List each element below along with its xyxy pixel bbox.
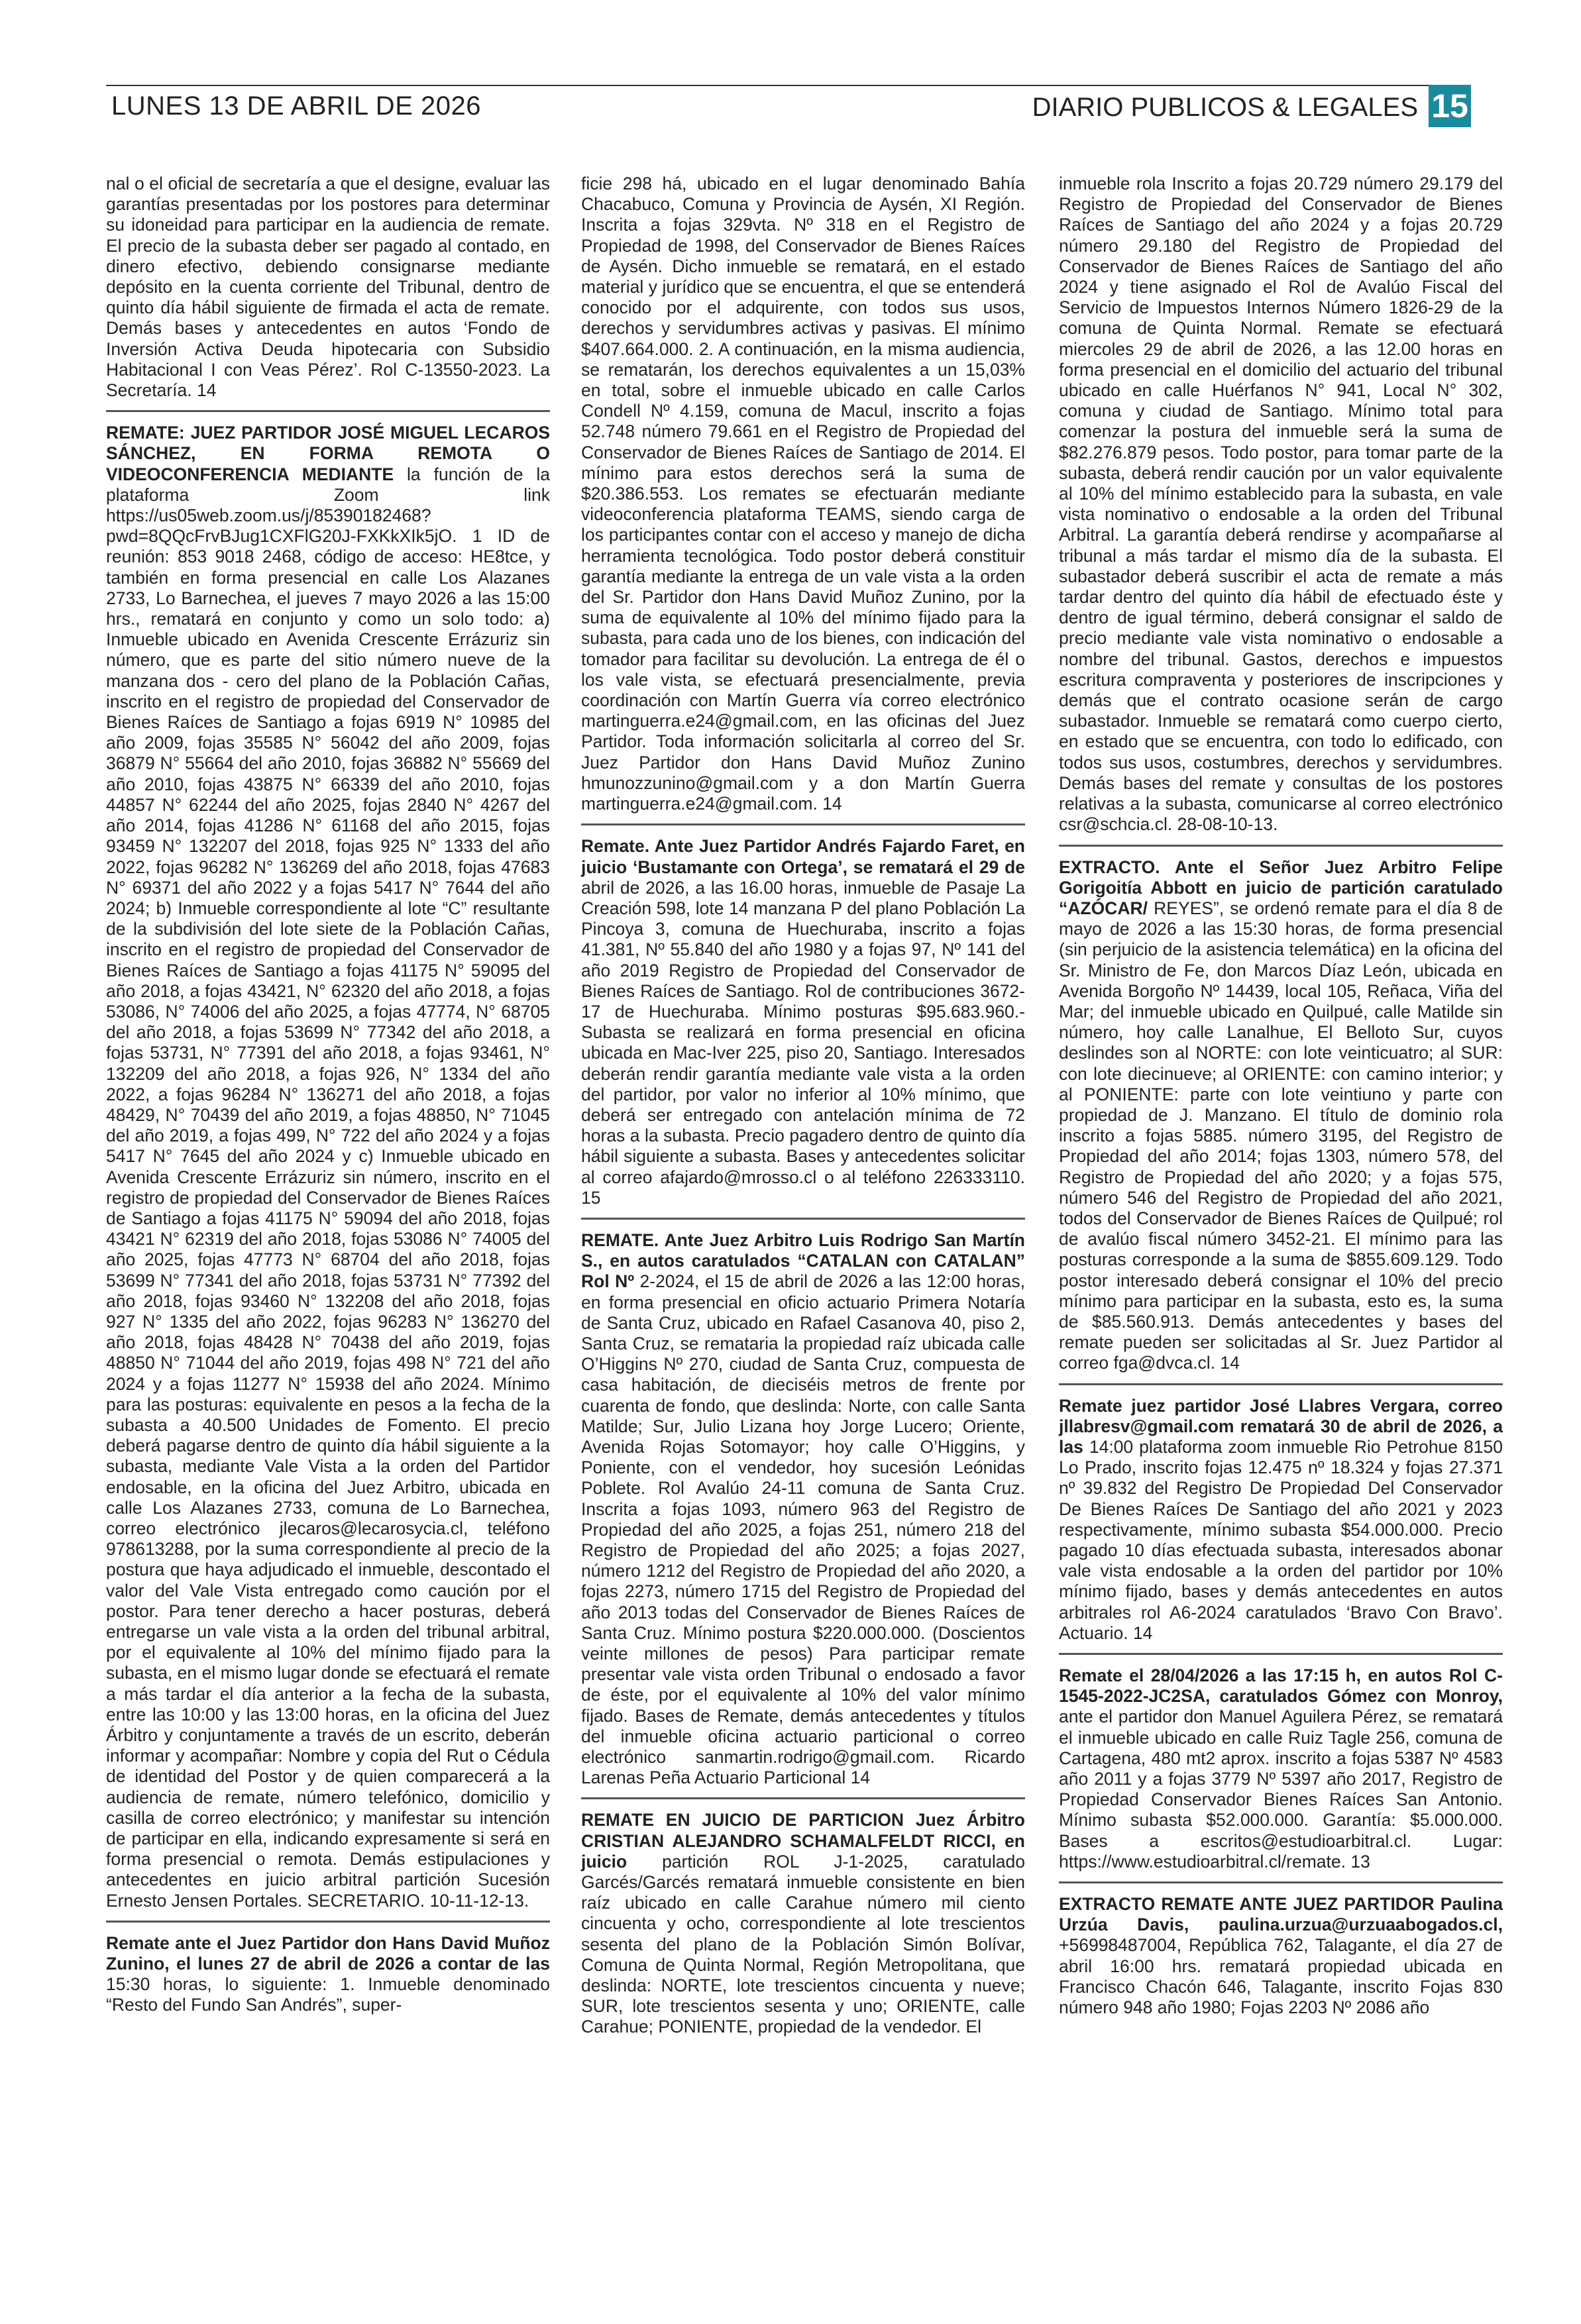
notice-lead: Remate. Ante Juez Partidor Andrés Fajardo Faret, en juicio ‘Bustamante con Ortega’, se rematará el 29 de <box>581 836 1025 877</box>
notice-lead: Remate juez partidor José Llabres Vergara, correo jllabresv@gmail.com rematará 30 de abril de 2026, a las <box>1059 1395 1503 1457</box>
notice-munoz-zunino <box>106 1921 550 2025</box>
notice-lead: EXTRACTO REMATE ANTE JUEZ PARTIDOR Paulina Urzúa Davis, paulina.urzua@urzuaabogados.cl, <box>1059 1894 1503 1935</box>
notice-body: REYES”, se ordenó remate para el día 8 de mayo de 2026 a las 15:30 horas, de forma presencial (sin perjuicio de la asistencia telemática) en la oficina del Sr. Ministro de Fe, don Marcos Díaz León, ubicada en Avenida Borgoño Nº 14439, local 105, Reñaca, Viña del Mar; del inmueble ubicado en Quilpué, calle Matilde sin número, hoy calle Lanalhue, El Belloto Sur, cuyos deslindes son al NORTE: con lote veinticuatro; al SUR: con lote diecinueve; al ORIENTE: con camino interior; y al PONIENTE: parte con lote veintiuno y parte con propiedad de J. Manzano. El título de dominio rola inscrito a fojas 5885. número 3195, del Registro de Propiedad del año 2014; fojas 1303, número 578, del Registro de Propiedad del año 2020; y a fojas 575, número 546 del Registro de Propiedad del año 2021, todos del Conservador de Bienes Raíces de Quilpué; rol de avalúo fiscal número 3452-21. El mínimo para las posturas corresponde a la suma de $855.609.129. Todo postor interesado deberá consignar el 10% del precio mínimo para participar en la subasta, esto es, la suma de $85.560.913. Demás antecedentes y bases del remate pueden ser solicitadas al Sr. Juez Partidor al correo fga@dvca.cl. 14 <box>1059 898 1503 1373</box>
column-1 <box>106 174 550 2025</box>
notice-lecaros <box>106 410 550 1921</box>
notice-continuation <box>1059 174 1503 845</box>
notice-body: 2-2024, el 15 de abril de 2026 a las 12:00 horas, en forma presencial en oficio actuario Primera Notaría de Santa Cruz, ubicado en Rafael Casanova 40, piso 2, Santa Cruz, se remataria la propiedad raíz ubicada calle O’Higgins Nº 270, ciudad de Santa Cruz, compuesta de casa habitación, de dieciséis metros de frente por cuarenta de fondo, que deslinda: Norte, con calle Santa Matilde; Sur, Julio Lizana hoy Jorge Lucero; Oriente, Avenida Rojas Sotomayor; hoy calle O’Higgins, y Poniente, con el vendedor, hoy sucesión Leónidas Poblete. Rol Avalúo 24-11 comuna de Santa Cruz. Inscrita a fojas 1093, número 963 del Registro de Propiedad del año 2025, a fojas 251, número 218 del Registro de Propiedad del año 2025; a fojas 2027, número 1212 del Registro de Propiedad del año 2020, a fojas 2273, número 1715 del Registro de Propiedad del año 2013 todas del Conservador de Bienes Raíces de Santa Cruz. Mínimo postura $220.000.000. (Doscientos veinte millones de pesos) Para participar remate presentar vale vista orden Tribunal o endosado a favor de éste, por el equivalente al 10% del valor mínimo fijado. Bases de Remate, demás antecedentes y títulos del inmueble oficina actuario particional o correo electrónico sanmartin.rodrigo@gmail.com. Ricardo Larenas Peña Actuario Particional 14 <box>581 1271 1025 1788</box>
notice-gorigoitia <box>1059 845 1503 1383</box>
notice-body: inmueble rola Inscrito a fojas 20.729 número 29.179 del Registro de Propiedad del Conservador de Bienes Raíces de Santiago del año 2024 y a fojas 20.729 número 29.180 del Registro de Propiedad del Conservador de Bienes Raíces de Santiago del año 2024 y tiene asignado el Rol de Avalúo Fiscal del Servicio de Impuestos Internos Número 1826-29 de la comuna de Quinta Normal. Remate se efectuará miercoles 29 de abril de 2026, a las 12.00 horas en forma presencial en el domicilio del actuario del tribunal ubicado en calle Huérfanos N° 941, Local N° 302, comuna y ciudad de Santiago. Mínimo total para comenzar la postura del inmueble será la suma de $82.276.879 pesos. Todo postor, para tomar parte de la subasta, deberá rendir caución por un valor equivalente al 10% del mínimo establecido para la subasta, en vale vista nominativo o endosable a la orden del Tribunal Arbitral. La garantía deberá rendirse y acompañarse al tribunal a más tardar el mismo día de la subasta. El subastador deberá suscribir el acta de remate a más tardar dentro del quinto día hábil de efectuado éste y dentro de igual término, deberá consignar el saldo de precio mediante vale vista nominativo o endosable a nombre del tribunal. Gastos, derechos e impuestos escritura compraventa y posteriores de inscripciones y demás que el contrato ocasione serán de cargo subastador. Inmueble se rematará como cuerpo cierto, en estado que se encuentra, con todo lo edificado, con todos sus usos, costumbres, derechos y servidumbres. Demás bases del remate y consultas de los postores relativas a la subasta, comunicarse al correo electrónico csr@schcia.cl. 28-08-10-13. <box>1059 174 1503 835</box>
notice-body: nal o el oficial de secretaría a que el designe, evaluar las garantías presentadas por los postores para determinar su idoneidad para participar en la audiencia de remate. El precio de la subasta deber ser pagado al contado, en dinero efectivo, debiendo consignarse mediante depósito en la cuenta corriente del Tribunal, dentro de quinto día hábil siguiente de firmada el acta de remate. Demás bases y antecedentes en autos ‘Fondo de Inversión Activa Deuda hipotecaria con Subsidio Habitacional I con Veas Pérez’. Rol C-13550-2023. La Secretaría. 14 <box>106 174 550 401</box>
column-3 <box>1059 174 1503 2027</box>
notice-lead: REMATE. Ante Juez Arbitro Luis Rodrigo San Martín S., en autos caratulados “CATALAN con CATALAN” Rol Nº <box>581 1230 1025 1292</box>
column-2 <box>581 174 1025 2047</box>
notice-urzua <box>1059 1881 1503 2027</box>
notice-lead: Remate ante el Juez Partidor don Hans David Muñoz Zunino, el lunes 27 de abril de 2026 a contar de las <box>106 1932 550 1974</box>
notice-body: 14:00 plataforma zoom inmueble Rio Petrohue 8150 Lo Prado, inscrito fojas 12.475 nº 18.324 y fojas 27.371 nº 39.832 del Registro De Propiedad Del Conservador De Bienes Raíces De Santiago del año 2021 y 2023 respectivamente, mínimo subasta $54.000.000. Precio pagado 10 días efectuada subasta, interesados abonar vale vista endosable a la orden del partidor por 10% mínimo fijado, bases y demás antecedentes en autos arbitrales rol A6-2024 caratulados ‘Bravo Con Bravo’. Actuario. 14 <box>1059 1436 1503 1643</box>
notice-continuation <box>106 174 550 410</box>
notice-lead: Remate el 28/04/2026 a las 17:15 h, en autos Rol C-1545-2022-JC2SA, caratulados Gómez con Monroy, <box>1059 1665 1503 1707</box>
notice-schamalfeldt <box>581 1797 1025 2046</box>
issue-date: LUNES 13 DE ABRIL DE 2026 <box>111 91 481 121</box>
page-number-badge: 15 <box>1429 85 1471 127</box>
notice-body: la función de la plataforma Zoom link https://us05web.zoom.us/j/85390182468?pwd=8QQcFrvBJug1CXFlG20J-FXKkXIk5jO. 1 ID de reunión: 853 9018 2468, código de acceso: HE8tce, y también en forma presencial en calle Los Alazanes 2733, Lo Barnechea, el jueves 7 mayo 2026 a las 15:00 hrs., rematará en conjunto y como un solo todo: a) Inmueble ubicado en Avenida Crescente Errázuriz sin número, que es parte del sitio número nueve de la manzana dos - cero del plano de la Población Cañas, inscrito en el registro de propiedad del Conservador de Bienes Raíces de Santiago a fojas 6919 N° 10985 del año 2009, fojas 35585 N° 56042 del año 2009, fojas 36879 N° 55664 del año 2010, fojas 36882 N° 55669 del año 2010, fojas 43875 N° 66339 del año 2010, fojas 44857 N° 62244 del año 2025, fojas 2840 N° 4267 del año 2014, fojas 41286 N° 61168 del año 2015, fojas 93459 N° 132207 del 2018, fojas 925 N° 1333 del año 2022, fojas 96282 N° 136269 del año 2018, fojas 47683 N° 69371 del año 2022 y a fojas 5417 N° 7644 del año 2024; b) Inmueble correspondiente al lote “C” resultante de la subdivisión del lote siete de la Población Cañas, inscrito en el registro de propiedad del Conservador de Bienes Raíces de Santiago a fojas 41175 N° 59095 del año 2018, a fojas 43421, N° 62320 del año 2018, a fojas 53086, N° 74006 del año 2025, a fojas 47774, N° 68705 del año 2018, a fojas 53699 N° 77342 del año 2018, a fojas 53731, N° 77391 del año 2018, a fojas 93461, N° 132209 del año 2018, a fojas 926, N° 1334 del año 2022, a fojas 96284 N° 136271 del año 2018, a fojas 48429, N° 70439 del año 2019, a fojas 48850, N° 71045 del año 2019, a fojas 499, N° 722 del año 2024 y a fojas 5417 N° 7645 del año 2024 y c) Inmueble ubicado en Avenida Crescente Errázuriz sin número, inscrito en el registro de propiedad del Conservador de Bienes Raíces de Santiago a fojas 41175 N° 59094 del año 2018, fojas 43421 N° 62319 del año 2018, fojas 53086 N° 74005 del año 2025, fojas 47773 N° 68704 del año 2018, fojas 53699 N° 77341 del año 2018, fojas 53731 N° 77392 del año 2018, fojas 93460 N° 132208 del año 2018, fojas 927 N° 1335 del año 2022, fojas 96283 N° 136270 del año 2018, fojas 48428 N° 70438 del año 2019, fojas 48850 N° 71044 del año 2019, fojas 498 N° 721 del año 2024 y a fojas 11277 N° 15938 del año 2024. Mínimo para las posturas: equivalente en pesos a la fecha de la subasta a 40.500 Unidades de Fomento. El precio deberá pagarse dentro de quinto día hábil siguiente a la subasta, mediante Vale Vista a la orden del Partidor endosable, en la oficina del Juez Arbitro, ubicada en calle Los Alazanes 2733, comuna de Lo Barnechea, correo electrónico jlecaros@lecarosycia.cl, teléfono 978613288, por la suma correspondiente al precio de la postura que haya adjudicado el inmueble, descontado el valor del Vale Vista entregado como caución por el postor. Para tener derecho a hacer posturas, deberá entregarse un vale vista a la orden del tribunal arbitral, por el equivalente al 10% del mínimo fijado para la subasta, en el mismo lugar donde se efectuará el remate a más tardar el día anterior a la fecha de la subasta, entre las 10:00 y las 13:00 horas, en la oficina del Juez Árbitro y conjuntamente a través de un escrito, deberán informar y acompañar: Nombre y copia del Rut o Cédula de identidad del Postor y de quien comparecerá a la audiencia de remate, número telefónico, domicilio y casilla de correo electrónico; y manifestar su intención de participar en ella, indicando expresamente si será en forma presencial o remota. Demás estipulaciones y antecedentes en juicio arbitral partición Sucesión Ernesto Jensen Portales. SECRETARIO. 10-11-12-13. <box>106 464 550 1911</box>
notice-body: +56998487004, República 762, Talagante, el día 27 de abril 16:00 hrs. rematará propiedad ubicada en Francisco Chacón 646, Talagante, inscrito Fojas 830 número 948 año 1980; Fojas 2203 Nº 2086 año <box>1059 1935 1503 2018</box>
notice-aguilera <box>1059 1653 1503 1881</box>
publication-name: DIARIO PUBLICOS & LEGALES <box>1032 93 1418 122</box>
notice-llabres <box>1059 1383 1503 1653</box>
notice-san-martin <box>581 1218 1025 1797</box>
notice-body: 15:30 horas, lo siguiente: 1. Inmueble denominado “Resto del Fundo San Andrés”, super- <box>106 1974 550 2015</box>
page-header <box>106 85 1471 131</box>
notice-body: abril de 2026, a las 16.00 horas, inmueble de Pasaje La Creación 598, lote 14 manzana P del plano Población La Pincoya 3, comuna de Huechuraba, inscrito a fojas 41.381, Nº 55.840 del año 1980 y a fojas 97, Nº 141 del año 2019 Registro de Propiedad del Conservador de Bienes Raíces de Santiago. Rol de contribuciones 3672-17 de Huechuraba. Mínimo posturas $95.683.960.- Subasta se realizará en forma presencial en oficina ubicada en Mac-Iver 225, piso 20, Santiago. Interesados deberán rendir garantía mediante vale vista a la orden del partidor, por valor no inferior al 10% mínimo, que deberá ser entregado con antelación mínima de 72 horas a la subasta. Precio pagadero dentro de quinto día hábil siguiente a subasta. Bases y antecedentes solicitar al correo afajardo@mrosso.cl o al teléfono 226333110. 15 <box>581 877 1025 1208</box>
notice-lead: EXTRACTO. Ante el Señor Juez Arbitro Felipe Gorigoitía Abbott en juicio de partición caratulado “AZÓCAR/ <box>1059 857 1503 918</box>
notice-fajardo <box>581 823 1025 1218</box>
notice-body: partición ROL J-1-2025, caratulado Garcés/Garcés rematará inmueble consistente en bien raíz ubicado en calle Carahue número mil ciento cincuenta y ocho, correspondiente al lote trescientos sesenta del plano de la Población Simón Bolívar, Comuna de Quinta Normal, Región Metropolitana, que deslinda: NORTE, lote trescientos cincuenta y nueve; SUR, lote trescientos sesenta y uno; ORIENTE, calle Carahue; PONIENTE, propiedad de la vendedor. El <box>581 1851 1025 2037</box>
notice-lead: REMATE: JUEZ PARTIDOR JOSÉ MIGUEL LECAROS SÁNCHEZ, EN FORMA REMOTA O VIDEOCONFERENCIA MEDIANTE <box>106 423 550 484</box>
notice-body: ante el partidor don Manuel Aguilera Pérez, se rematará el inmueble ubicado en calle Ruiz Tagle 256, comuna de Cartagena, 480 mt2 aprox. inscrito a fojas 5387 Nº 4583 año 2011 y a fojas 3779 Nº 5397 año 2017, Registro de Propiedad Conservador Bienes Raíces San Antonio. Mínimo subasta $52.000.000. Garantía: $5.000.000. Bases a escritos@estudioarbitral.cl. Lugar: https://www.estudioarbitral.cl/remate. 13 <box>1059 1707 1503 1872</box>
notice-continuation <box>581 174 1025 823</box>
notice-body: ficie 298 há, ubicado en el lugar denominado Bahía Chacabuco, Comuna y Provincia de Aysén, XI Región. Inscrita a fojas 329vta. Nº 318 en el Registro de Propiedad de 1998, del Conservador de Bienes Raíces de Aysén. Dicho inmueble se rematará, en el estado material y jurídico que se encuentra, el que se entenderá conocido por el adquirente, con todos sus usos, derechos y servidumbres activas y pasivas. El mínimo $407.664.000. 2. A continuación, en la misma audiencia, se rematarán, los derechos equivalentes a un 15,03% en total, sobre el inmueble ubicado en calle Carlos Condell Nº 4.159, comuna de Macul, inscrito a fojas 52.748 número 79.661 en el Registro de Propiedad del Conservador de Bienes Raíces de Santiago de 2014. El mínimo para estos derechos será la suma de $20.386.553. Los remates se efectuarán mediante videoconferencia plataforma TEAMS, siendo carga de los participantes contar con el acceso y manejo de dicha herramienta tecnológica. Todo postor deberá constituir garantía mediante la entrega de un vale vista a la orden del Sr. Partidor don Hans David Muñoz Zunino, por la suma de equivalente al 10% del mínimo fijado para la subasta, para cada uno de los bienes, con indicación del tomador para facilitar su devolución. La entrega de él o los vale vista, se efectuará presencialmente, previa coordinación con Martín Guerra vía correo electrónico martinguerra.e24@gmail.com, en las oficinas del Juez Partidor. Toda información solicitarla al correo del Sr. Juez Partidor don Hans David Muñoz Zunino hmunozzunino@gmail.com y a don Martín Guerra martinguerra.e24@gmail.com. 14 <box>581 174 1025 814</box>
notice-lead: REMATE EN JUICIO DE PARTICION Juez Árbitro CRISTIAN ALEJANDRO SCHAMALFELDT RICCI, en juicio <box>581 1810 1025 1872</box>
